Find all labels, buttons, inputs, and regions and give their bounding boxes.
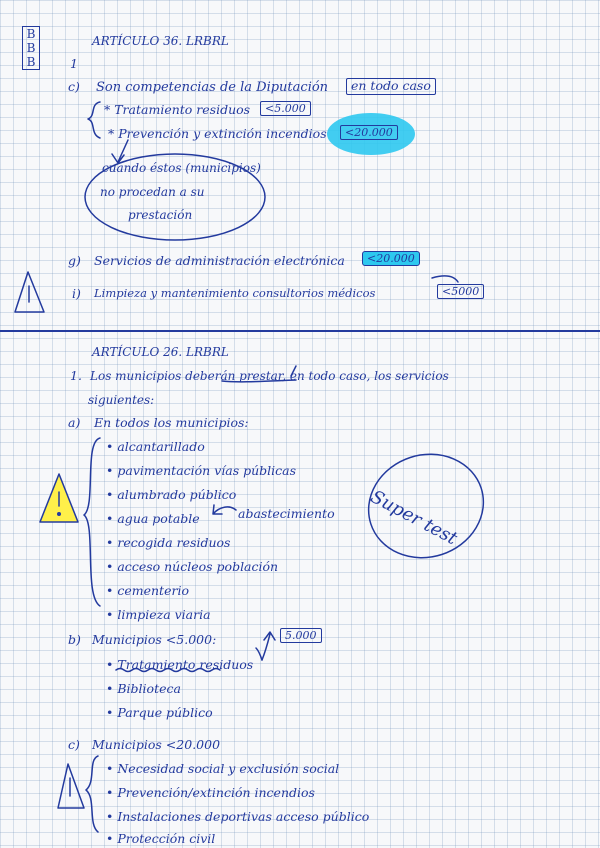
- consultorios-text: Limpieza y mantenimiento consultorios médicos: [94, 286, 376, 300]
- municipios-intro: [90, 370, 449, 382]
- service-item: • Biblioteca: [106, 681, 181, 696]
- intro-line2: siguientes:: [88, 393, 155, 407]
- service-item: • limpieza viaria: [106, 607, 211, 622]
- service-item: • alumbrado público: [106, 487, 237, 502]
- service-item: • Necesidad social y exclusión social: [106, 761, 340, 776]
- large-brace: [84, 438, 100, 606]
- todo-caso-box: en todo caso: [346, 78, 436, 95]
- margin-letter: B: [26, 41, 36, 55]
- brace-c: [86, 756, 98, 832]
- service-item: • alcantarillado: [106, 439, 205, 454]
- service-item: • Protección civil: [106, 831, 216, 846]
- municipalities-5000-text: Municipios <5.000:: [92, 632, 217, 647]
- article-36-title: ARTÍCULO 36. LRBRL: [92, 34, 229, 48]
- e-admin-services-text: Servicios de administración electrónica: [94, 253, 345, 268]
- arrow-down-icon: [112, 140, 128, 163]
- item-marker-a: a): [68, 415, 81, 430]
- threshold-box-20000-highlight: <20.000: [362, 251, 420, 266]
- service-item: • pavimentación vías públicas: [106, 463, 297, 478]
- service-item: • acceso núcleos población: [106, 559, 279, 574]
- margin-note-bbb: [22, 26, 40, 70]
- article-26-title: ARTÍCULO 26. LRBRL: [92, 345, 229, 359]
- service-item: • Tratamiento residuos: [106, 657, 254, 672]
- municipalities-20000-text: Municipios <20.000: [92, 737, 221, 752]
- item-marker-c: c): [68, 737, 80, 752]
- super-test-note: Super test: [367, 486, 461, 550]
- intro-part1: Los municipios: [90, 369, 182, 383]
- item-number: 1: [70, 56, 78, 71]
- arrow-curved-icon: [213, 505, 236, 514]
- bracket-small: [256, 648, 262, 660]
- threshold-box-5000-b: 5.000: [280, 628, 322, 643]
- intro-underlined: deberán prestar: [185, 369, 283, 383]
- item-marker-c: c): [68, 79, 80, 94]
- service-item: • agua potable: [106, 511, 200, 526]
- warning-icon: [15, 272, 44, 312]
- bracket-brace: [88, 102, 100, 138]
- margin-letter: B: [26, 27, 36, 41]
- item-number: 1.: [70, 368, 82, 383]
- intro-part2: , en todo caso, los servicios: [282, 369, 449, 383]
- item-marker-b: b): [68, 632, 81, 647]
- service-item: • recogida residuos: [106, 535, 231, 550]
- hook-mark: [432, 276, 458, 282]
- threshold-box-5000-i: <5000: [437, 284, 484, 299]
- cloud-line: prestación: [128, 208, 193, 222]
- cloud-line: cuando éstos (municipios): [102, 161, 261, 175]
- star-item-prevencion: * Prevención y extinción incendios: [108, 126, 327, 141]
- threshold-box-20000: <20.000: [340, 125, 398, 140]
- service-item: • Parque público: [106, 705, 213, 720]
- margin-letter: B: [26, 55, 36, 69]
- service-item: • cementerio: [106, 583, 189, 598]
- cloud-line: no procedan a su: [100, 185, 205, 199]
- star-item-tratamiento: * Tratamiento residuos: [104, 102, 251, 117]
- item-marker-i: i): [72, 286, 81, 301]
- arrow-up-icon: [262, 632, 275, 660]
- abastecimiento-note: abastecimiento: [238, 506, 335, 521]
- diputacion-competences-text: Son competencias de la Diputación: [96, 80, 329, 95]
- item-marker-g: g): [68, 253, 81, 268]
- service-item: • Instalaciones deportivas acceso público: [106, 809, 370, 824]
- service-item: • Prevención/extinción incendios: [106, 785, 315, 800]
- warning-icon-small: [58, 764, 84, 808]
- warning-icon-yellow: [40, 474, 78, 522]
- all-municipalities-text: En todos los municipios:: [94, 415, 249, 430]
- threshold-box-5000: <5.000: [260, 101, 311, 116]
